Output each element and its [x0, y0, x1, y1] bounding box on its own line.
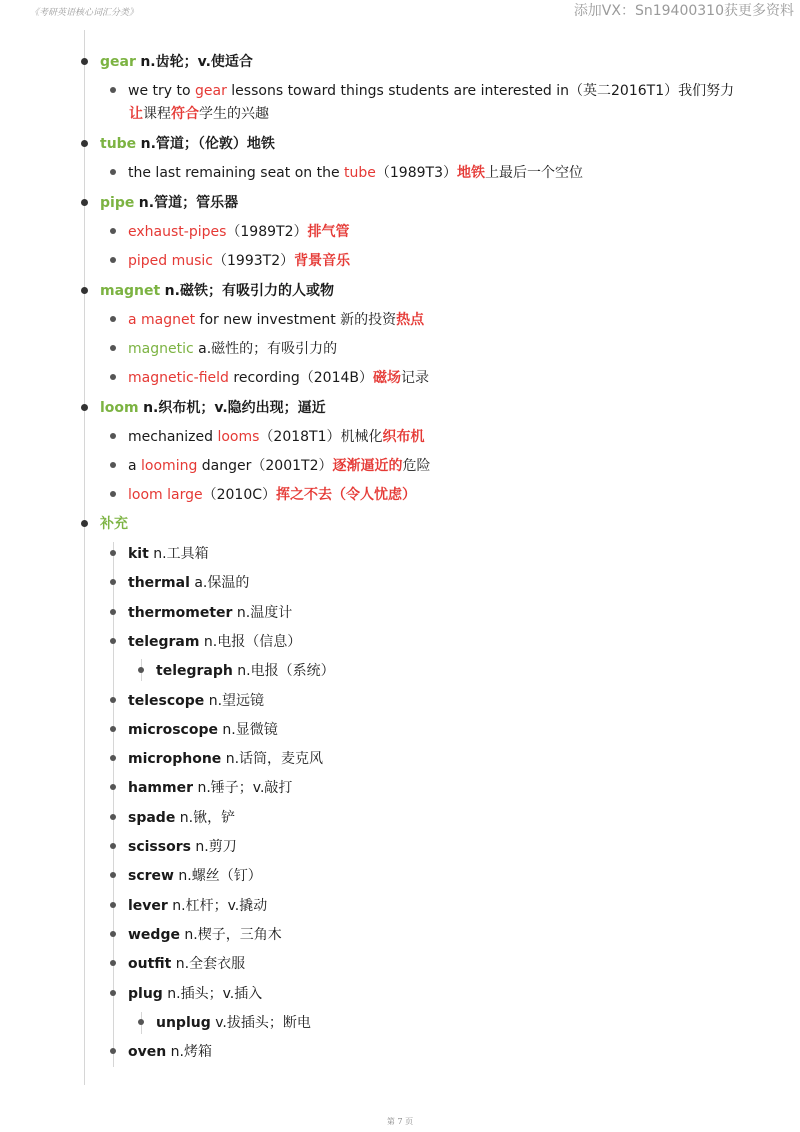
- entry-definition: n.磁铁；有吸引力的人或物: [164, 283, 334, 299]
- example-text: the last remaining seat on the: [128, 165, 345, 181]
- example-tube-1: [110, 163, 583, 183]
- supplement-definition: n.剪刀: [190, 839, 237, 855]
- supplement-word: wedge: [128, 927, 180, 943]
- bullet-icon: [110, 550, 116, 556]
- supplement-definition: n.杠杆；v.撬动: [167, 898, 268, 914]
- bullet-icon: [110, 169, 116, 175]
- example-keyword: magnetic: [128, 341, 194, 357]
- bullet-icon: [110, 726, 116, 732]
- supplement-word: telescope: [128, 693, 205, 709]
- translation-highlight: 磁场: [373, 370, 401, 386]
- bullet-icon: [110, 579, 116, 585]
- supplement-word: thermal: [128, 575, 190, 591]
- entry-pipe: [81, 193, 238, 213]
- bullet-icon: [110, 814, 116, 820]
- bullet-icon: [110, 931, 116, 937]
- bullet-icon: [110, 960, 116, 966]
- example-source: recording（2014B）: [228, 370, 373, 386]
- translation-highlight: 挥之不去（令人忧虑）: [276, 487, 416, 503]
- supplement-word: outfit: [128, 956, 172, 972]
- supplement-definition: n.望远镜: [204, 693, 265, 709]
- example-source: （1989T2）: [226, 224, 308, 240]
- example-loom-2: [110, 456, 430, 476]
- section-title: 补充: [100, 516, 128, 532]
- translation-highlight: 热点: [396, 312, 425, 328]
- bullet-icon: [110, 638, 116, 644]
- supplement-word: microphone: [128, 751, 222, 767]
- example-text: for new investment 新的投资: [195, 312, 397, 328]
- example-magnet-3: [110, 368, 429, 388]
- entry-word: pipe: [100, 195, 135, 211]
- bullet-icon: [110, 345, 116, 351]
- supplement-item: [110, 1042, 212, 1062]
- supplement-item: [110, 837, 237, 857]
- bullet-icon: [110, 872, 116, 878]
- supplement-word: screw: [128, 868, 174, 884]
- example-keyword: tube: [344, 165, 376, 181]
- bullet-icon: [110, 374, 116, 380]
- entry-tube: [81, 134, 275, 154]
- example-text: a: [128, 458, 142, 474]
- entry-definition: n.管道；管乐器: [138, 195, 239, 211]
- supplement-word: spade: [128, 810, 176, 826]
- bullet-icon: [110, 462, 116, 468]
- supplement-item: [110, 544, 209, 564]
- bullet-icon: [81, 520, 88, 527]
- supplement-definition: n.烤箱: [166, 1044, 212, 1060]
- example-magnet-2: [110, 339, 337, 359]
- supplement-word: kit: [128, 546, 149, 562]
- supplement-definition: n.温度计: [232, 605, 293, 621]
- example-keyword: looms: [217, 429, 260, 445]
- supplement-word: telegraph: [156, 663, 233, 679]
- bullet-icon: [138, 667, 144, 673]
- translation-highlight: 让: [129, 106, 143, 122]
- example-source: （2010C）: [202, 487, 276, 503]
- supplement-word: lever: [128, 898, 168, 914]
- example-keyword: loom large: [128, 487, 203, 503]
- supplement-item: [110, 866, 262, 886]
- section-supplement: [81, 514, 128, 534]
- supplement-definition: n.电报（信息）: [199, 634, 302, 650]
- supplement-definition: n.工具箱: [148, 546, 209, 562]
- entry-definition: n.织布机；v.隐约出现；逼近: [143, 400, 326, 416]
- translation-text: 上最后一个空位: [484, 165, 583, 181]
- translation-highlight: 织布机: [382, 429, 425, 445]
- supplement-word: scissors: [128, 839, 191, 855]
- translation-text: 课程: [143, 106, 171, 122]
- example-text: a.磁性的；有吸引力的: [193, 341, 338, 357]
- example-pipe-1: [110, 222, 349, 242]
- example-text: mechanized: [128, 429, 218, 445]
- bullet-icon: [110, 755, 116, 761]
- translation-highlight: 排气管: [307, 224, 350, 240]
- entry-word: magnet: [100, 283, 161, 299]
- supplement-word: unplug: [156, 1015, 211, 1031]
- supplement-definition: n.锤子；v.敲打: [193, 780, 293, 796]
- translation-text: 危险: [402, 458, 431, 474]
- bullet-icon: [81, 140, 88, 147]
- supplement-definition: n.显微镜: [217, 722, 278, 738]
- watermark-contact: 添加VX：Sn19400310获更多资料: [573, 3, 794, 19]
- bullet-icon: [81, 199, 88, 206]
- bullet-icon: [110, 228, 116, 234]
- bullet-icon: [81, 58, 88, 65]
- entry-word: loom: [100, 400, 139, 416]
- supplement-item: [138, 661, 335, 681]
- translation-text: 学生的兴趣: [199, 106, 269, 122]
- entry-word: tube: [100, 136, 137, 152]
- example-loom-3: [110, 485, 416, 505]
- supplement-definition: a.保温的: [189, 575, 250, 591]
- supplement-definition: v.拔插头；断电: [210, 1015, 311, 1031]
- example-pipe-2: [110, 251, 350, 271]
- bullet-icon: [110, 87, 116, 93]
- example-gear-1-translation: [129, 104, 269, 124]
- supplement-item: [110, 954, 245, 974]
- supplement-definition: n.电报（系统）: [232, 663, 335, 679]
- example-source: （1993T2）: [213, 253, 295, 269]
- example-magnet-1: [110, 310, 424, 330]
- supplement-definition: n.话筒，麦克风: [221, 751, 324, 767]
- bullet-icon: [81, 287, 88, 294]
- bullet-icon: [110, 491, 116, 497]
- supplement-item: [110, 896, 267, 916]
- example-source: danger（2001T2）: [197, 458, 333, 474]
- supplement-word: hammer: [128, 780, 193, 796]
- bullet-icon: [110, 902, 116, 908]
- bullet-icon: [110, 609, 116, 615]
- example-source: （1989T3）: [375, 165, 457, 181]
- supplement-item: [110, 808, 235, 828]
- example-loom-1: [110, 427, 425, 447]
- example-keyword: magnetic-field: [128, 370, 229, 386]
- example-keyword: looming: [141, 458, 198, 474]
- translation-highlight: 逐渐逼近的: [332, 458, 403, 474]
- supplement-word: microscope: [128, 722, 218, 738]
- translation-highlight: 地铁: [456, 165, 485, 181]
- example-text: we try to: [128, 83, 195, 99]
- entry-magnet: [81, 281, 334, 301]
- supplement-item: [138, 1013, 311, 1033]
- supplement-definition: n.螺丝（钉）: [173, 868, 262, 884]
- supplement-definition: n.插头；v.插入: [162, 986, 263, 1002]
- supplement-word: telegram: [128, 634, 200, 650]
- example-gear-1: [110, 81, 734, 101]
- entry-loom: [81, 398, 326, 418]
- example-keyword: a magnet: [128, 312, 196, 328]
- bullet-icon: [110, 784, 116, 790]
- bullet-icon: [138, 1019, 144, 1025]
- bullet-icon: [110, 433, 116, 439]
- example-source: （2018T1）机械化: [259, 429, 383, 445]
- entry-gear: [81, 52, 253, 72]
- supplement-item: [110, 573, 249, 593]
- example-keyword: exhaust-pipes: [128, 224, 227, 240]
- supplement-item: [110, 720, 278, 740]
- bullet-icon: [81, 404, 88, 411]
- entry-definition: n.齿轮；v.使适合: [140, 54, 253, 70]
- supplement-item: [110, 691, 264, 711]
- supplement-item: [110, 925, 282, 945]
- translation-highlight: 符合: [171, 106, 199, 122]
- entry-definition: n.管道；（伦敦）地铁: [140, 136, 275, 152]
- supplement-item: [110, 603, 292, 623]
- bullet-icon: [110, 1048, 116, 1054]
- bullet-icon: [110, 697, 116, 703]
- supplement-item: [110, 632, 301, 652]
- supplement-definition: n.楔子，三角木: [179, 927, 282, 943]
- document-header-title: 《考研英语核心词汇分类》: [30, 8, 139, 18]
- example-keyword: gear: [195, 83, 227, 99]
- supplement-word: thermometer: [128, 605, 233, 621]
- supplement-item: [110, 749, 323, 769]
- supplement-word: plug: [128, 986, 163, 1002]
- supplement-definition: n.全套衣服: [171, 956, 246, 972]
- supplement-definition: n.锹，铲: [175, 810, 236, 826]
- supplement-item: [110, 778, 292, 798]
- entry-word: gear: [100, 54, 136, 70]
- supplement-word: oven: [128, 1044, 167, 1060]
- bullet-icon: [110, 843, 116, 849]
- bullet-icon: [110, 990, 116, 996]
- page-number: 第 7 页: [386, 1117, 414, 1126]
- bullet-icon: [110, 257, 116, 263]
- outline-guide-line: [84, 30, 85, 1085]
- bullet-icon: [110, 316, 116, 322]
- example-text: lessons toward things students are interested in（英二2016T1）我们努力: [226, 83, 735, 99]
- translation-text: 记录: [401, 370, 429, 386]
- supplement-item: [110, 984, 262, 1004]
- example-keyword: piped music: [128, 253, 214, 269]
- translation-highlight: 背景音乐: [294, 253, 351, 269]
